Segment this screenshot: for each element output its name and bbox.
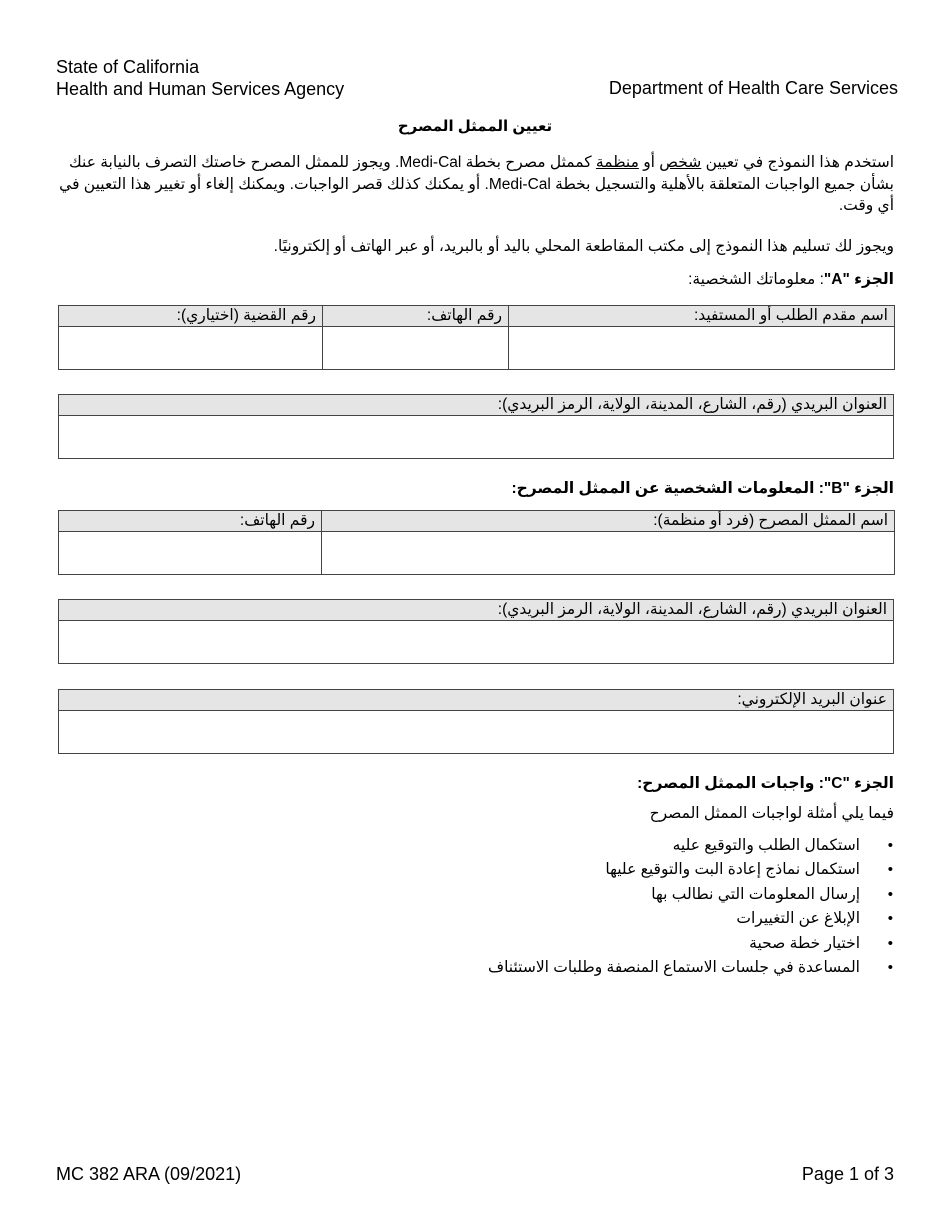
part-b-heading: الجزء "B": المعلومات الشخصية عن الممثل المصرح:: [511, 480, 894, 497]
rep-email-label: عنوان البريد الإلكتروني:: [59, 690, 894, 711]
header-left: [56, 56, 344, 100]
rep-address-field[interactable]: [59, 621, 894, 664]
agency-name: Health and Human Services Agency: [56, 79, 345, 99]
list-item: • استكمال الطلب والتوقيع عليه: [58, 836, 871, 860]
list-item: • المساعدة في جلسات الاستماع المنصفة وطلبات الاستئناف: [58, 958, 871, 982]
rep-name-field[interactable]: [322, 532, 895, 575]
part-c-intro: فيما يلي أمثلة لواجبات الممثل المصرح: [649, 805, 894, 822]
intro-text-b: كممثل مصرح بخطة Medi-Cal. ويجوز للممثل المصرح خاصتك التصرف بالنيابة عنك بشأن جميع الواجبات المتعلقة بالأهلية والتسجيل بخطة Medi-Cal. أو يمكنك كذلك قصر الواجبات. ويمكنك إلغاء أو تغيير هذا التعيين في أي وقت.: [59, 154, 894, 214]
applicant-phone-label: رقم الهاتف:: [323, 306, 509, 327]
list-item: • اختيار خطة صحية: [58, 934, 871, 958]
rep-name-label: اسم الممثل المصرح (فرد أو منظمة):: [322, 511, 895, 532]
rep-address-label: العنوان البريدي (رقم، الشارع، المدينة، الولاية، الرمز البريدي):: [59, 600, 894, 621]
part-a-title: : معلوماتك الشخصية:: [688, 271, 824, 288]
form-title: تعيين الممثل المصرح: [397, 118, 553, 135]
page-number: Page 1 of 3: [801, 1164, 894, 1184]
part-a-personal-table: [58, 305, 895, 370]
part-b-email-table: [58, 689, 894, 754]
part-c-heading: الجزء "C": واجبات الممثل المصرح:: [637, 775, 894, 792]
applicant-name-label: اسم مقدم الطلب أو المستفيد:: [509, 306, 895, 327]
part-b-address-table: [58, 599, 894, 664]
part-a-address-table: [58, 394, 894, 459]
applicant-name-field[interactable]: [509, 327, 895, 370]
department-name: Department of Health Care Services: [608, 78, 898, 98]
intro-text-a: استخدم هذا النموذج في تعيين: [701, 154, 894, 171]
part-a-label: الجزء "A": [823, 271, 894, 288]
list-item: • استكمال نماذج إعادة البت والتوقيع عليها: [58, 860, 871, 884]
applicant-phone-field[interactable]: [323, 327, 509, 370]
intro-or: أو: [638, 154, 660, 171]
intro-organization-term: منظمة: [595, 154, 639, 171]
case-number-field[interactable]: [59, 327, 323, 370]
applicant-address-label: العنوان البريدي (رقم، الشارع، المدينة، الولاية، الرمز البريدي):: [59, 395, 894, 416]
intro-person-term: شخص: [659, 154, 702, 171]
form-id: MC 382 ARA (09/2021): [56, 1164, 242, 1184]
list-item: • إرسال المعلومات التي نطالب بها: [58, 885, 871, 909]
part-b-rep-table: [58, 510, 895, 575]
rep-phone-field[interactable]: [59, 532, 322, 575]
duties-list: [58, 836, 893, 982]
rep-email-field[interactable]: [59, 711, 894, 754]
list-item: • الإبلاغ عن التغييرات: [58, 909, 871, 933]
part-a-heading: [58, 270, 894, 289]
intro-paragraph-1: [58, 152, 894, 217]
case-number-label: رقم القضية (اختياري):: [59, 306, 323, 327]
applicant-address-field[interactable]: [59, 416, 894, 459]
rep-phone-label: رقم الهاتف:: [59, 511, 322, 532]
state-name: State of California: [56, 57, 200, 77]
intro-paragraph-2: ويجوز لك تسليم هذا النموذج إلى مكتب المقاطعة المحلي باليد أو بالبريد، أو عبر الهاتف أو إلكترونيًا.: [273, 238, 894, 255]
